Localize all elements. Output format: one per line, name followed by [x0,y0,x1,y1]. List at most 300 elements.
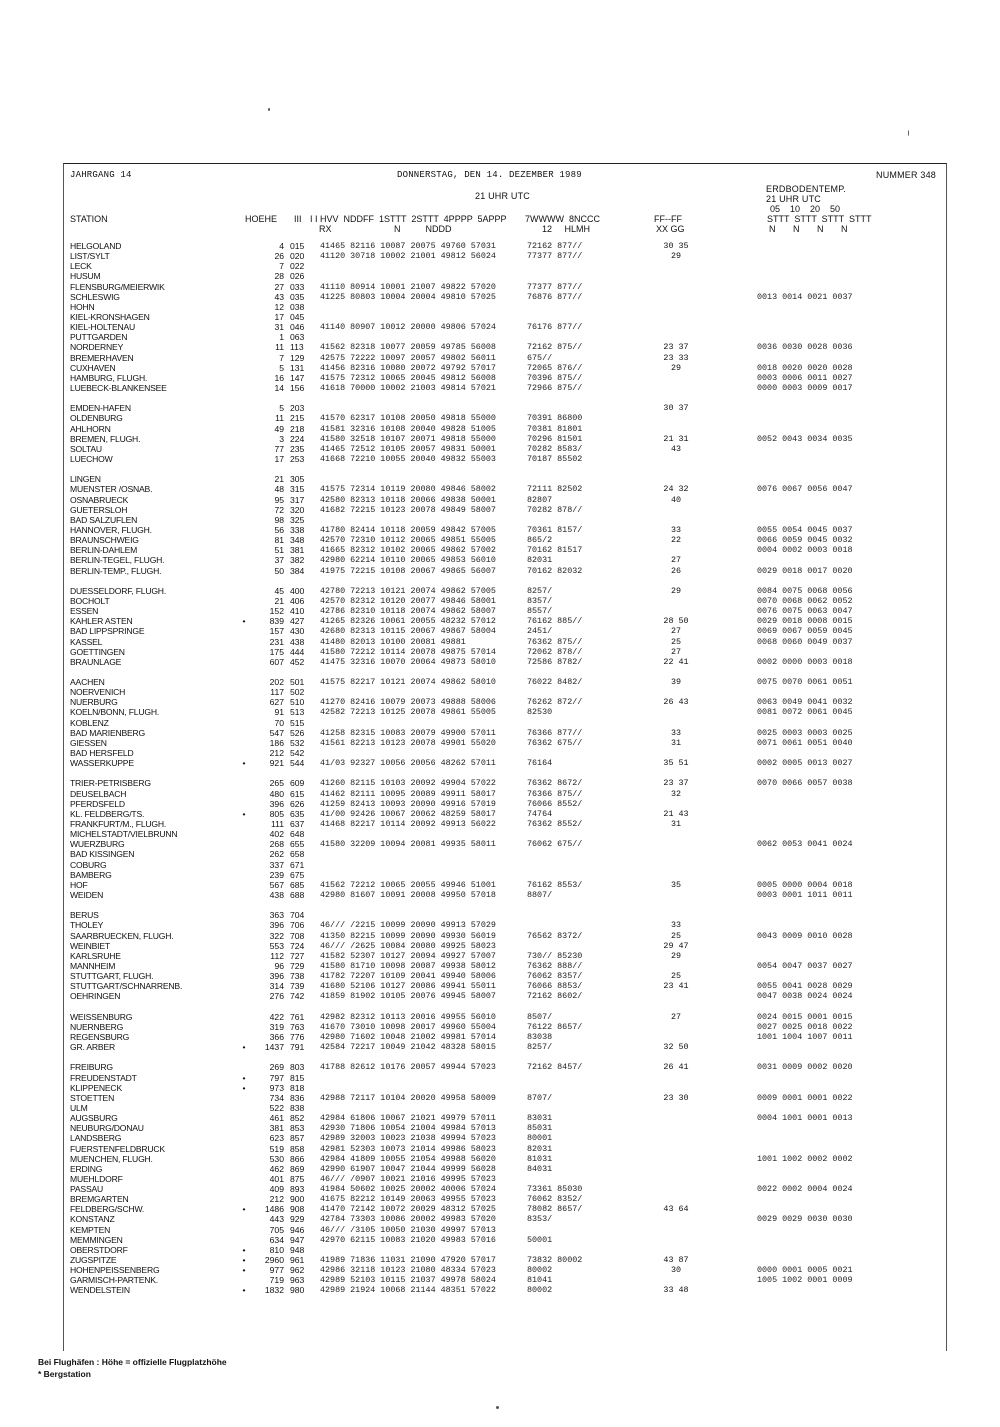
table-row [64,535,946,545]
weather-groups: 72586 8782/ [527,656,583,667]
weather-groups: 81031 [527,1153,553,1164]
station-id: 818 [290,1082,305,1093]
station-id: 532 [290,737,305,748]
table-row [64,566,946,576]
station-name: ERDING [70,1163,103,1174]
weather-groups: 70381 81801 [527,423,583,434]
table-row [64,1123,946,1133]
wind-gusts: 35 51 [663,758,689,769]
station-id: 838 [290,1102,305,1113]
mountain-marker: • [242,1244,246,1255]
station-height: 1 [279,332,284,343]
table-row [64,302,946,312]
weather-groups: 72162 8457/ [527,1062,583,1073]
mountain-marker: • [242,808,246,819]
soil-temperatures: 0009 0001 0001 0022 [757,1092,853,1103]
synop-groups: 41270 82416 10079 20073 49888 58006 [320,697,496,708]
table-row [64,576,946,586]
station-height: 21 [274,474,284,485]
station-id: 739 [290,981,305,992]
table-row [64,819,946,829]
wind-gusts: 33 [670,727,682,738]
station-name: GR. ARBER [70,1042,115,1053]
station-id: 515 [290,717,305,728]
synop-groups: 41665 82312 10102 20065 49862 57002 [320,545,496,556]
station-id: 131 [290,362,305,373]
station-id: 803 [290,1062,305,1073]
station-id: 635 [290,808,305,819]
table-row [64,373,946,383]
station-name: BRAUNLAGE [70,656,122,667]
station-id: 727 [290,950,305,961]
wind-gusts: 27 [670,1011,682,1022]
synop-groups: 41259 82413 10093 20090 49916 57019 [320,798,496,809]
weather-groups: 8257/ [527,585,553,596]
table-row [64,1042,946,1052]
wind-gusts: 30 35 [663,241,689,251]
station-id: 381 [290,545,305,556]
soil-temperatures: 0005 0000 0004 0018 [757,879,853,890]
weather-groups: 76176 877// [527,322,583,333]
weather-groups: 70187 85502 [527,453,583,464]
table-row [64,1174,946,1184]
table-row [64,1022,946,1032]
table-row [64,677,946,687]
station-height: 112 [270,950,284,961]
table-row [64,799,946,809]
station-height: 12 [274,301,284,312]
table-row [64,1235,946,1245]
weather-groups: 76876 877// [527,291,583,302]
station-height: 17 [274,453,284,464]
station-name: ULM [70,1102,88,1113]
station-height: 95 [274,494,284,505]
station-name: SAARBRUECKEN, FLUGH. [70,930,174,941]
weather-groups: 84031 [527,1163,553,1174]
table-row [64,1204,946,1214]
station-name: LUEBECK-BLANKENSEE [70,383,167,393]
weather-groups: 70282 8583/ [527,443,583,454]
weather-groups: 76366 877// [527,727,583,738]
table-row [64,545,946,555]
mountain-marker: • [242,1265,246,1276]
soil-temperatures: 0063 0049 0041 0032 [757,697,853,708]
table-row [64,1154,946,1164]
station-id: 513 [290,707,305,718]
soil-temperatures: 0070 0068 0062 0052 [757,595,853,606]
table-row [64,1012,946,1022]
wind-gusts: 27 [670,626,682,637]
station-id: 510 [290,697,305,708]
synop-groups: 42970 62115 10083 21020 49983 57016 [320,1234,496,1245]
station-name: SCHLESWIG [70,291,120,302]
station-name: WUERZBURG [70,839,125,850]
station-height: 26 [274,251,284,262]
table-row [64,555,946,565]
soil-temperatures: 0052 0043 0034 0035 [757,433,853,444]
synop-groups: 42784 73303 10086 20002 49983 57020 [320,1214,496,1225]
station-height: 381 [269,1123,284,1134]
station-id: 501 [290,677,305,687]
station-id: 900 [290,1194,305,1205]
station-name: BOCHOLT [70,595,110,606]
station-height: 396 [269,798,284,809]
synop-groups: 42780 72213 10121 20074 49862 57005 [320,585,496,596]
table-row [64,981,946,991]
synop-groups: 41468 82217 10114 20092 49913 56022 [320,819,496,829]
station-height: 7 [279,352,284,363]
weather-groups: 730// 85230 [527,950,583,961]
station-name: NEUBURG/DONAU [70,1123,144,1134]
station-name: AUGSBURG [70,1113,118,1123]
table-row [64,525,946,535]
soil-temperatures: 0081 0072 0061 0045 [757,707,853,718]
synop-groups: 41575 72312 10065 20045 49812 56008 [320,372,496,383]
table-row [64,1245,946,1255]
table-row [64,1144,946,1154]
soil-temperatures: 0000 0001 0005 0021 [757,1265,853,1276]
col-soil-bottom: N N N N [769,224,848,234]
synop-groups: 42930 71806 10054 21004 49984 57013 [320,1123,496,1134]
station-height: 363 [269,910,284,921]
station-name: BRAUNSCHWEIG [70,535,139,546]
table-row [64,1002,946,1012]
table-row [64,626,946,636]
table-row [64,890,946,900]
soil-temperatures: 0066 0059 0045 0032 [757,535,853,546]
wind-gusts: 29 [670,950,682,961]
station-id: 963 [290,1275,305,1286]
synop-groups: 42580 82313 10118 20066 49838 50001 [320,494,496,505]
table-row [64,860,946,870]
station-id: 609 [290,778,305,789]
synop-groups: 46/// /2215 10099 20090 49913 57029 [320,920,496,931]
station-name: KASSEL [70,636,103,647]
wind-gusts: 23 37 [663,342,689,353]
weather-groups: 76122 8657/ [527,1021,583,1032]
station-id: 325 [290,514,305,525]
station-name: GARMISCH-PARTENK. [70,1275,158,1286]
station-id: 046 [290,322,305,333]
table-row [64,282,946,292]
station-height: 202 [269,677,284,687]
table-row [64,647,946,657]
synop-groups: 41562 72212 10065 20055 49946 51001 [320,879,496,890]
station-name: BAD LIPPSPRINGE [70,626,145,637]
station-name: KOBLENZ [70,717,109,728]
station-id: 348 [290,535,305,546]
station-name: HOF [70,879,88,890]
station-height: 51 [274,545,284,556]
station-height: 268 [269,839,284,850]
table-row [64,413,946,423]
synop-groups: 41618 70000 10002 21003 49814 57021 [320,383,496,393]
soil-temperatures: 0025 0003 0003 0025 [757,727,853,738]
synop-groups: 41350 82215 10099 20090 49930 56019 [320,930,496,941]
table-row [64,424,946,434]
station-id: 113 [290,342,304,353]
col-soil-top: STTT STTT STTT STTT [767,214,872,224]
weather-groups: 77377 877// [527,251,583,262]
station-name: KOELN/BONN, FLUGH. [70,707,160,718]
synop-groups: 41562 82318 10077 20059 49785 56008 [320,342,496,353]
table-row [64,444,946,454]
station-id: 675 [290,869,305,880]
station-height: 269 [269,1062,284,1073]
station-id: 526 [290,727,305,738]
station-id: 685 [290,879,305,890]
table-row [64,1225,946,1235]
issue-date: DONNERSTAG, DEN 14. DEZEMBER 1989 [397,170,582,180]
wind-gusts: 29 [670,362,682,373]
table-row [64,312,946,322]
station-id: 724 [290,940,305,951]
col-groups-bottom: RX N NDDD [319,224,452,234]
station-name: NUERNBERG [70,1021,124,1032]
station-name: PUTTGARDEN [70,332,128,343]
table-row [64,971,946,981]
station-height: 607 [269,656,284,667]
station-height: 409 [269,1184,284,1194]
weather-groups: 76022 8482/ [527,677,583,687]
table-row [64,1214,946,1224]
station-id: 038 [290,301,305,312]
station-height: 28 [274,271,284,282]
station-id: 738 [290,971,305,982]
wind-gusts: 28 50 [663,616,689,627]
wind-gusts: 29 [670,585,682,596]
table-row [64,1255,946,1265]
table-row [64,1275,946,1285]
col-weather-top: 7WWWW 8NCCC [525,214,600,224]
synop-groups: 41561 82213 10123 20078 49901 55020 [320,737,496,748]
scan-speck [496,1406,499,1409]
table-row [64,251,946,261]
station-height: 5 [279,362,284,373]
table-row [64,839,946,849]
station-name: BAD KISSINGEN [70,849,135,860]
soil-temperatures: 0075 0070 0061 0051 [757,677,853,687]
mountain-marker: • [242,758,246,769]
soil-temperatures: 1001 1004 1007 0011 [757,1031,853,1042]
station-id: 427 [290,616,305,627]
table-row [64,718,946,728]
station-id: 406 [290,595,305,606]
station-height: 480 [269,788,284,799]
station-name: MANNHEIM [70,960,116,971]
station-name: TRIER-PETRISBERG [70,778,151,789]
wind-gusts: 24 32 [663,484,689,495]
table-row [64,596,946,606]
table-row [64,789,946,799]
weather-groups: 82807 [527,494,553,505]
station-height: 337 [269,859,284,870]
table-row [64,241,946,251]
synop-groups: 42989 52103 10115 21037 49978 58024 [320,1275,496,1286]
station-height: 719 [269,1275,284,1286]
station-name: KONSTANZ [70,1214,115,1225]
synop-groups: 42786 82310 10118 20074 49862 58007 [320,606,496,616]
station-name: KAHLER ASTEN [70,616,133,627]
station-name: LIST/SYLT [70,251,110,262]
table-row [64,322,946,332]
station-name: FELDBERG/SCHW. [70,1204,145,1215]
soil-temp-time: 21 UHR UTC [766,194,822,204]
weather-groups: 70361 8157/ [527,524,583,535]
weather-groups: 76262 872// [527,697,583,708]
col-wind-bottom: XX GG [656,224,685,234]
station-height: 48 [274,484,284,495]
station-id: 836 [290,1092,305,1103]
table-row [64,1052,946,1062]
station-height: 212 [269,1194,284,1205]
station-id: 961 [290,1255,305,1265]
table-row [64,1083,946,1093]
synop-groups: 42584 72217 10049 21042 48328 58015 [320,1042,496,1053]
synop-groups: 41575 72314 10119 20080 49846 58002 [320,484,496,495]
table-row [64,728,946,738]
soil-temperatures: 0029 0018 0017 0020 [757,565,853,576]
station-height: 4 [279,241,284,251]
wind-gusts: 40 [670,494,682,505]
station-name: MEMMINGEN [70,1234,123,1245]
station-name: STUTTGART, FLUGH. [70,971,154,982]
mountain-marker: • [242,1255,246,1265]
station-name: NORDERNEY [70,342,124,353]
station-height: 231 [269,636,284,647]
col-station: STATION [70,214,108,224]
table-row [64,920,946,930]
synop-groups: 42990 61907 10047 21044 49999 56028 [320,1163,496,1174]
synop-groups: 41580 72212 10114 20078 49875 57014 [320,646,496,657]
station-name: FUERSTENFELDBRUCK [70,1143,165,1154]
station-id: 708 [290,930,305,941]
station-height: 111 [270,819,284,829]
synop-groups: 41120 30718 10002 21001 49812 56024 [320,251,496,262]
synop-groups: 41580 81710 10098 20087 49938 58012 [320,960,496,971]
table-row [64,434,946,444]
weather-groups: 72966 875// [527,383,583,393]
station-name: REGENSBURG [70,1031,130,1042]
station-name: SOLTAU [70,443,102,454]
station-name: KL. FELDBERG/TS. [70,808,145,819]
station-height: 366 [269,1031,284,1042]
station-name: KARLSRUHE [70,950,121,961]
station-name: WEISSENBURG [70,1011,133,1022]
weather-groups: 675// [527,352,553,363]
table-row [64,667,946,677]
soil-temperatures: 0002 0000 0003 0018 [757,656,853,667]
station-id: 320 [290,504,305,515]
table-row [64,910,946,920]
station-name: HOHN [70,301,95,312]
wind-gusts: 25 [670,971,682,982]
station-id: 776 [290,1031,305,1042]
wind-gusts: 30 [670,1265,682,1276]
station-name: BREMERHAVEN [70,352,134,363]
soil-temperatures: 0000 0003 0009 0017 [757,383,853,393]
station-name: DUESSELDORF, FLUGH. [70,585,167,596]
station-id: 033 [290,281,305,292]
station-height: 16 [274,372,284,383]
station-height: 45 [274,585,284,596]
station-name: WEINBIET [70,940,110,951]
synop-groups: 41465 82116 10087 20075 49760 57031 [320,241,496,251]
weather-groups: 81041 [527,1275,553,1286]
synop-groups: 42570 72310 10112 20065 49851 55005 [320,535,496,546]
station-name: AHLHORN [70,423,111,434]
station-height: 401 [269,1173,284,1184]
synop-groups: 41989 71836 11031 21090 47920 57017 [320,1255,496,1265]
station-name: HELGOLAND [70,241,122,251]
station-height: 977 [269,1265,284,1276]
synop-groups: 46/// /2625 10084 20080 49925 58023 [320,940,496,951]
station-height: 96 [274,960,284,971]
weather-groups: 74764 [527,808,553,819]
station-height: 705 [269,1224,284,1235]
weather-groups: 76162 8553/ [527,879,583,890]
station-id: 761 [290,1011,305,1022]
station-height: 21 [274,595,284,606]
station-height: 157 [269,626,284,637]
station-id: 384 [290,565,305,576]
station-name: WENDELSTEIN [70,1285,130,1296]
station-name: OBERSTDORF [70,1244,128,1255]
station-name: OEHRINGEN [70,991,121,1002]
synop-groups: 41225 80803 10004 20004 49810 57025 [320,291,496,302]
table-row [64,464,946,474]
synop-groups: 42989 32003 10023 21038 49994 57023 [320,1133,496,1144]
table-row [64,606,946,616]
station-name: FREUDENSTADT [70,1072,137,1083]
station-height: 2960 [264,1255,284,1265]
station-name: KIEL-KRONSHAGEN [70,312,150,322]
station-height: 462 [269,1163,284,1174]
station-height: 239 [269,869,284,880]
wind-gusts: 27 [670,646,682,657]
station-name: COBURG [70,859,107,870]
station-height: 175 [269,646,284,657]
weather-groups: 76062 8352/ [527,1194,583,1205]
station-name: GIESSEN [70,737,107,748]
station-id: 626 [290,798,305,809]
station-name: OLDENBURG [70,413,123,424]
synop-groups: 42982 82312 10113 20016 49955 56010 [320,1011,496,1022]
station-height: 3 [279,433,284,444]
station-height: 5 [279,403,284,414]
station-height: 627 [269,697,284,708]
station-name: NUERBURG [70,697,118,708]
weather-groups: 82031 [527,555,553,566]
weather-groups: 72162 877// [527,241,583,251]
col-weather-bottom: 12 HLMH [542,224,591,234]
weather-groups: 76362 875// [527,636,583,647]
weather-groups: 76164 [527,758,553,769]
table-row [64,1164,946,1174]
wind-gusts: 32 50 [663,1042,689,1053]
station-name: DEUSELBACH [70,788,127,799]
table-row [64,393,946,403]
weather-groups: 76362 888// [527,960,583,971]
wind-gusts: 22 [670,535,682,546]
weather-groups: 70296 81501 [527,433,583,444]
station-id: 791 [290,1042,305,1053]
soil-temperatures: 0029 0029 0030 0030 [757,1214,853,1225]
wind-gusts: 33 [670,524,682,535]
weather-groups: 80002 [527,1285,553,1296]
station-id: 866 [290,1153,305,1164]
station-id: 452 [290,656,305,667]
